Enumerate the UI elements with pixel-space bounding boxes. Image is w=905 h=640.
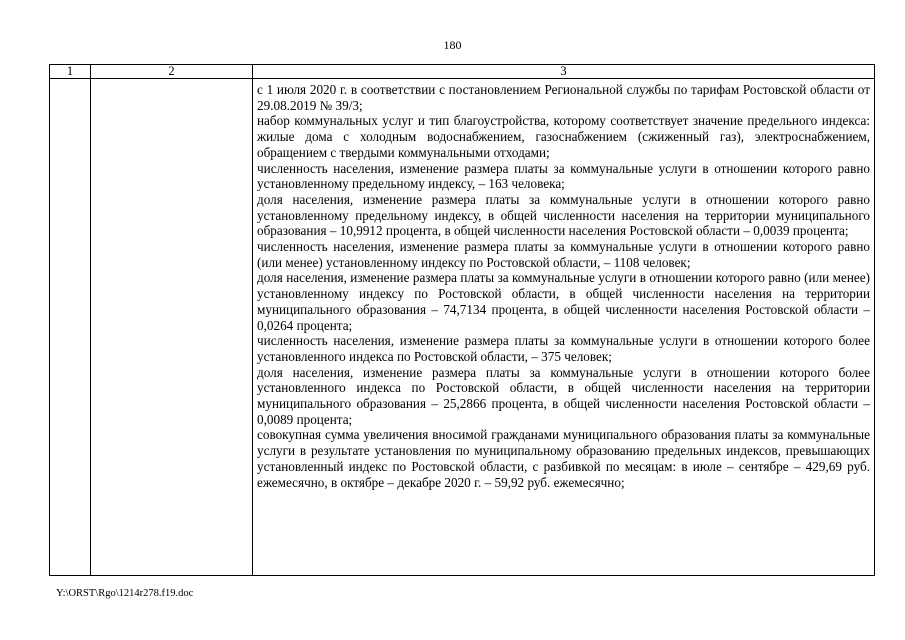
- file-path-footer: Y:\ORST\Rgo\1214r278.f19.doc: [56, 588, 194, 599]
- table-row: [50, 79, 875, 576]
- paragraph: доля населения, изменение размера платы за коммунальные услуги в отношении которого более установленного индекса по Ростовской области, в общей численности населения на территории муниципального образования – 25,2866 процента, в общей численности населения Ростовской области – 0,0089 процента;: [257, 364, 870, 427]
- paragraph: доля населения, изменение размера платы за коммунальные услуги в отношении которого равно (или менее) установленному индексу по Ростовской области, в общей численности населения на территории муниципального образования – 74,7134 процента, в общей численности населения Ростовской области – 0,0264 процента;: [257, 270, 870, 333]
- paragraph: с 1 июля 2020 г. в соответствии с постановлением Региональной службы по тарифам Ростовской области от 29.08.2019 № 39/3;: [257, 82, 870, 113]
- column-header-2: 2: [91, 65, 253, 79]
- column-header-1: 1: [50, 65, 91, 79]
- paragraph: совокупная сумма увеличения вносимой гражданами муниципального образования платы за коммунальные услуги в результате установления по муниципальному образованию предельных индексов, превышающих установленный индекс по Ростовской области, с разбивкой по месяцам: в июле – сентябре – 429,69 руб. ежемесячно, в октябре – декабре 2020 г. – 59,92 руб. ежемесячно;: [257, 427, 870, 490]
- column-header-3: 3: [253, 65, 875, 79]
- cell-col-1: [50, 79, 91, 576]
- table-header-row: [50, 65, 875, 79]
- paragraph: численность населения, изменение размера платы за коммунальные услуги в отношении которого равно (или менее) установленному индексу по Ростовской области, – 1108 человек;: [257, 239, 870, 270]
- document-table: [49, 64, 875, 576]
- paragraph: доля населения, изменение размера платы за коммунальные услуги в отношении которого равно установленному предельному индексу, в общей численности населения на территории муниципального образования – 10,9912 процента, в общей численности населения Ростовской области – 0,0039 процента;: [257, 191, 870, 239]
- paragraph: численность населения, изменение размера платы за коммунальные услуги в отношении которого более установленного индекса по Ростовской области, – 375 человек;: [257, 333, 870, 364]
- paragraph: набор коммунальных услуг и тип благоустройства, которому соответствует значение предельного индекса: жилые дома с холодным водоснабжением, газоснабжением (сжиженный газ), электроснабжением, обращением с твердыми коммунальными отходами;: [257, 113, 870, 160]
- paragraph: численность населения, изменение размера платы за коммунальные услуги в отношении которого равно установленному предельному индексу, – 163 человека;: [257, 160, 870, 192]
- page-number: 180: [443, 38, 462, 52]
- cell-col-3: [253, 79, 875, 576]
- cell-col-2: [91, 79, 253, 576]
